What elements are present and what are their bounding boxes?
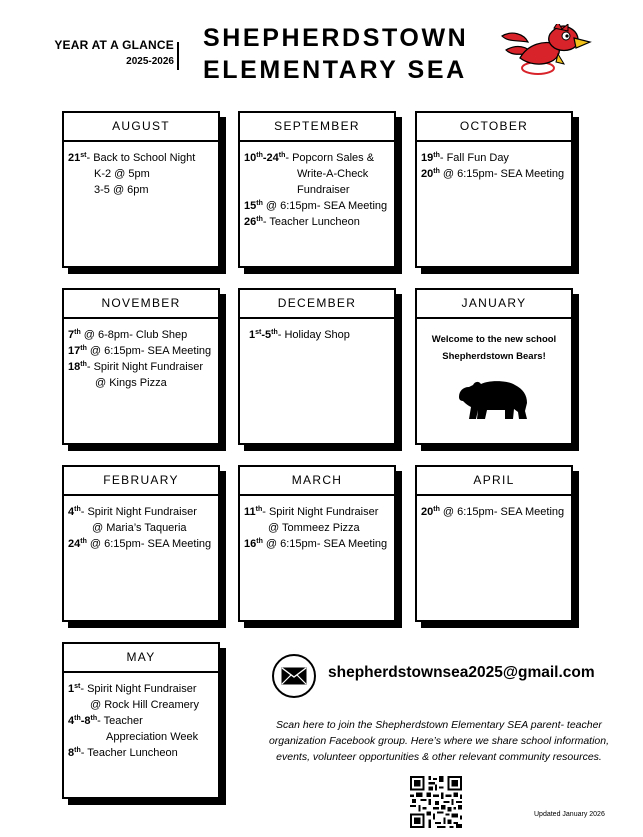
event-date: 1 xyxy=(249,329,256,341)
event-text: @ 6:15pm- SEA Meeting xyxy=(439,168,565,180)
event-date-suffix: th xyxy=(256,538,263,545)
event-item xyxy=(68,504,214,520)
event-date-suffix: th xyxy=(74,715,81,722)
month-name: AUGUST xyxy=(64,113,218,142)
event-date-suffix: th xyxy=(74,329,81,336)
event-continuation: @ Tommeez Pizza xyxy=(268,522,360,534)
event-item xyxy=(244,504,390,520)
event-item xyxy=(68,745,214,761)
event-continuation: Appreciation Week xyxy=(106,731,199,743)
event-date-end-suffix: th xyxy=(271,329,278,336)
month-events xyxy=(240,496,394,552)
event-date-suffix: th xyxy=(80,345,87,352)
event-date-suffix: th xyxy=(255,506,263,513)
title-line-2: ELEMENTARY SEA xyxy=(203,56,467,84)
event-item xyxy=(421,166,567,182)
event-item xyxy=(244,150,390,166)
event-item xyxy=(68,343,214,359)
note-line-1: Scan here to join the Shepherdstown Elementary SEA parent- teacher xyxy=(276,719,602,731)
event-date-suffix: th xyxy=(256,200,263,207)
qr-code-icon[interactable] xyxy=(410,776,462,828)
event-item xyxy=(421,504,567,520)
event-text: - Spirit Night Fundraiser xyxy=(80,683,197,695)
month-name: NOVEMBER xyxy=(64,290,218,319)
month-name: APRIL xyxy=(417,467,571,496)
month-events xyxy=(240,142,394,230)
month-card-september xyxy=(238,111,396,268)
event-text: @ 6:15pm- SEA Meeting xyxy=(86,538,212,550)
event-continuation: Fundraiser xyxy=(297,184,350,196)
month-name: FEBRUARY xyxy=(64,467,218,496)
event-text: @ 6:15pm- SEA Meeting xyxy=(86,345,212,357)
event-item xyxy=(68,536,214,552)
event-date-suffix: th xyxy=(256,216,263,223)
event-continuation: K-2 @ 5pm xyxy=(94,168,150,180)
contact-email-link[interactable]: shepherdstownsea2025@gmail.com xyxy=(328,664,595,681)
event-date: 1 xyxy=(68,683,75,695)
event-date: 20 xyxy=(421,506,434,518)
event-date: 16 xyxy=(244,538,257,550)
event-continuation: Write-A-Check xyxy=(297,168,369,180)
event-item xyxy=(68,681,214,697)
month-name: JANUARY xyxy=(417,290,571,319)
event-text: - Spirit Night Fundraiser xyxy=(80,506,197,518)
event-date-end-suffix: th xyxy=(278,152,286,159)
month-card-march xyxy=(238,465,396,622)
event-date: 4 xyxy=(68,715,75,727)
event-date: 4 xyxy=(68,506,75,518)
month-card-december xyxy=(238,288,396,445)
cardinal-mascot-icon xyxy=(498,24,592,80)
event-date: 24 xyxy=(68,538,81,550)
month-events xyxy=(417,496,571,520)
event-date: 10 xyxy=(244,152,257,164)
event-date-suffix: th xyxy=(433,506,440,513)
event-date-suffix: st xyxy=(80,152,87,159)
month-card-february xyxy=(62,465,220,622)
event-text: - Fall Fun Day xyxy=(439,152,509,164)
event-text: - Popcorn Sales & xyxy=(285,152,375,164)
event-date-suffix: th xyxy=(256,152,263,159)
event-text: - Teacher Luncheon xyxy=(262,216,360,228)
bear-icon xyxy=(457,377,531,421)
month-name: SEPTEMBER xyxy=(240,113,394,142)
year-at-a-glance-block xyxy=(28,38,174,67)
month-events xyxy=(417,142,571,182)
event-date: 17 xyxy=(68,345,81,357)
school-year: 2025-2026 xyxy=(126,56,174,67)
event-item xyxy=(244,214,390,230)
event-text: - Teacher xyxy=(97,715,143,727)
event-item xyxy=(249,327,390,343)
event-date: 20 xyxy=(421,168,434,180)
note-line-3: events, volunteer opportunities & other relevant community resources. xyxy=(276,751,602,763)
event-date-end: -5 xyxy=(261,329,272,341)
event-date: 19 xyxy=(421,152,434,164)
month-card-april xyxy=(415,465,573,622)
page-title xyxy=(203,22,468,86)
updated-date: Updated January 2026 xyxy=(534,811,605,818)
month-name: MAY xyxy=(64,644,218,673)
event-date: 11 xyxy=(244,506,256,518)
event-date: 18 xyxy=(68,361,81,373)
event-date: 26 xyxy=(244,216,257,228)
month-events xyxy=(64,319,218,391)
envelope-icon xyxy=(272,654,316,698)
event-date-suffix: th xyxy=(74,506,81,513)
event-text: @ 6:15pm- SEA Meeting xyxy=(439,506,565,518)
event-text: - Teacher Luncheon xyxy=(80,747,178,759)
event-item xyxy=(68,327,214,343)
month-name: DECEMBER xyxy=(240,290,394,319)
welcome-line-2: Shepherdstown Bears! xyxy=(442,351,546,362)
event-text: @ 6:15pm- SEA Meeting xyxy=(262,200,388,212)
event-item xyxy=(68,713,214,729)
month-card-august xyxy=(62,111,220,268)
event-date-suffix: st xyxy=(255,329,262,336)
event-text: - Holiday Shop xyxy=(277,329,350,341)
event-date-suffix: th xyxy=(433,152,440,159)
event-item xyxy=(244,536,390,552)
event-text: @ 6:15pm- SEA Meeting xyxy=(262,538,388,550)
event-date-end-suffix: th xyxy=(90,715,98,722)
event-date: 8 xyxy=(68,747,75,759)
event-item xyxy=(68,150,214,166)
event-continuation: @ Rock Hill Creamery xyxy=(90,699,199,711)
event-text: - Back to School Night xyxy=(86,152,196,164)
event-text: - Spirit Night Fundraiser xyxy=(262,506,379,518)
welcome-line-1: Welcome to the new school xyxy=(431,334,557,345)
event-date: 21 xyxy=(68,152,81,164)
welcome-message xyxy=(421,327,567,365)
month-card-may xyxy=(62,642,220,799)
note-line-2: organization Facebook group. Here’s where we share school information, xyxy=(268,735,610,747)
event-date-suffix: th xyxy=(74,747,81,754)
event-item xyxy=(421,150,567,166)
event-text: - Spirit Night Fundraiser xyxy=(86,361,204,373)
event-date-end: -8 xyxy=(80,715,91,727)
event-continuation: @ Maria’s Taqueria xyxy=(92,522,187,534)
event-date-suffix: th xyxy=(433,168,440,175)
title-line-1: SHEPHERDSTOWN xyxy=(203,24,469,52)
event-date-end: -24 xyxy=(262,152,279,164)
event-continuation: @ Kings Pizza xyxy=(95,377,167,389)
header-divider xyxy=(177,42,179,70)
event-date: 7 xyxy=(68,329,75,341)
month-events xyxy=(64,673,218,761)
event-date-suffix: th xyxy=(80,361,87,368)
event-text: @ 6-8pm- Club Shep xyxy=(80,329,188,341)
facebook-group-note xyxy=(244,717,634,765)
month-events xyxy=(64,496,218,552)
event-date-suffix: st xyxy=(74,683,81,690)
month-name: MARCH xyxy=(240,467,394,496)
event-item xyxy=(244,198,390,214)
event-item xyxy=(68,359,214,375)
event-continuation: 3-5 @ 6pm xyxy=(94,184,149,196)
month-card-january xyxy=(415,288,573,445)
envelope-glyph xyxy=(281,667,307,685)
month-events xyxy=(417,319,571,421)
month-events xyxy=(64,142,218,198)
month-name: OCTOBER xyxy=(417,113,571,142)
event-date: 15 xyxy=(244,200,257,212)
month-card-november xyxy=(62,288,220,445)
month-card-october xyxy=(415,111,573,268)
year-at-a-glance-label: YEAR AT A GLANCE xyxy=(54,38,174,52)
event-date-suffix: th xyxy=(80,538,87,545)
month-events xyxy=(240,319,394,343)
